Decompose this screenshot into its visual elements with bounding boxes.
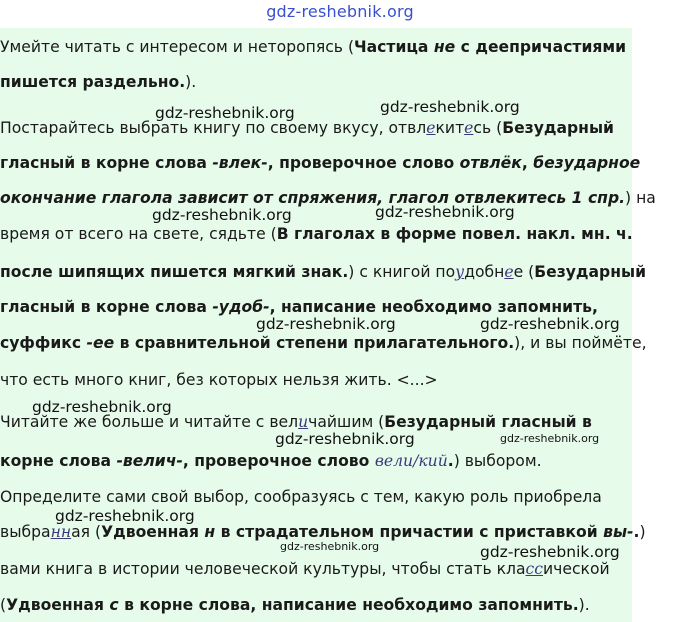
text-segment: Безударный гласный в: [384, 413, 592, 431]
text-segment: суффикс: [0, 334, 87, 352]
text-segment: ) с книгой по: [348, 263, 456, 281]
handwritten-mark: у: [455, 263, 465, 281]
text-line: [0, 370, 438, 390]
text-segment: безударное: [533, 154, 641, 172]
text-segment: В глаголах в форме повел. накл. мн. ч.: [276, 225, 633, 243]
text-segment: Удвоенная: [101, 523, 205, 541]
text-line: [0, 188, 656, 208]
text-segment: (: [0, 596, 7, 614]
watermark: gdz-reshebnik.org: [152, 206, 292, 224]
text-segment: время от всего на свете, сядь: [0, 225, 247, 243]
handwritten-mark: и: [298, 413, 309, 431]
text-segment: Читайте же больше и читайте с вел: [0, 413, 299, 431]
text-segment: , проверочное слово: [267, 154, 460, 172]
watermark: gdz-reshebnik.org: [32, 398, 172, 416]
watermark: gdz-reshebnik.org: [280, 540, 380, 553]
text-segment: Удвоенная: [6, 596, 110, 614]
text-segment: в сравнительной степени прилагательного.: [114, 334, 515, 352]
text-segment: в корне слова, написание необходимо запомнить.: [118, 596, 579, 614]
text-segment: -ее: [86, 334, 115, 352]
text-segment: гласный в корне слова: [0, 298, 213, 316]
text-line: [0, 224, 633, 244]
text-segment: Умейте читать с интересом и неторопясь (: [0, 38, 355, 56]
text-segment: те (: [247, 225, 277, 243]
watermark: gdz-reshebnik.org: [380, 98, 520, 116]
text-segment: пишется раздельно.: [0, 73, 186, 91]
text-segment: Определите сами свой выбор, сообразуясь с тем, какую роль приобрела: [0, 488, 602, 506]
text-segment: после шипящих пишется мягкий знак.: [0, 263, 349, 281]
text-segment: вы-: [603, 523, 634, 541]
watermark: gdz-reshebnik.org: [375, 203, 515, 221]
text-segment: ) на: [625, 189, 656, 207]
text-segment: Постарайтесь выбрать книгу по своему вкусу, отвл: [0, 119, 427, 137]
text-line: [0, 595, 590, 615]
text-line: [0, 451, 542, 471]
text-segment: корне слова: [0, 452, 117, 470]
text-segment: отвлёк: [459, 154, 522, 172]
text-line: [0, 297, 598, 317]
handwritten-mark: сс: [525, 560, 544, 578]
text-segment: вами книга в истории человеческой культуры, чтобы стать кла: [0, 560, 526, 578]
text-segment: окончание глагола зависит от спряжения, глагол отвлекитесь 1 спр.: [0, 189, 626, 207]
text-segment: выбра: [0, 523, 51, 541]
text-segment: ): [639, 523, 646, 541]
watermark: gdz-reshebnik.org: [275, 430, 415, 448]
text-segment: добн: [464, 263, 505, 281]
handwritten-mark: е: [504, 263, 514, 281]
text-segment: сь (: [473, 119, 503, 137]
text-segment: -влек-: [212, 154, 268, 172]
site-header-link[interactable]: gdz-reshebnik.org: [266, 2, 414, 21]
text-line: [0, 559, 610, 579]
text-segment: ), и вы поймёте,: [514, 334, 647, 352]
text-segment: -удоб-: [212, 298, 270, 316]
text-segment: Безударный: [502, 119, 614, 137]
text-line: [0, 37, 626, 57]
text-segment: Безударный: [534, 263, 647, 281]
text-line: [0, 262, 646, 282]
text-line: [0, 487, 602, 507]
text-line: [0, 522, 646, 542]
text-segment: с деепричастиями: [455, 38, 627, 56]
text-line: [0, 118, 614, 138]
handwritten-mark: вели/кий: [374, 452, 448, 470]
handwritten-mark: е: [464, 119, 474, 137]
text-segment: в страдательном причастии с приставкой: [215, 523, 604, 541]
watermark: gdz-reshebnik.org: [256, 315, 396, 333]
handwritten-mark: нн: [50, 523, 72, 541]
handwritten-mark: е: [426, 119, 436, 137]
watermark: gdz-reshebnik.org: [480, 543, 620, 561]
text-segment: ической: [543, 560, 610, 578]
text-segment: ).: [578, 596, 590, 614]
text-segment: с: [109, 596, 119, 614]
text-line: [0, 333, 647, 353]
watermark: gdz-reshebnik.org: [500, 432, 600, 445]
text-segment: ) выбором.: [453, 452, 542, 470]
text-line: [0, 153, 640, 173]
text-segment: е (: [513, 263, 535, 281]
text-segment: , написание необходимо запомнить,: [269, 298, 598, 316]
text-line: [0, 72, 196, 92]
text-segment: не: [433, 38, 456, 56]
text-segment: , проверочное слово: [182, 452, 375, 470]
watermark: gdz-reshebnik.org: [55, 507, 195, 525]
text-segment: кит: [435, 119, 465, 137]
text-segment: н: [204, 523, 216, 541]
watermark: gdz-reshebnik.org: [155, 104, 295, 122]
text-segment: Частица: [354, 38, 434, 56]
site-header: [0, 0, 680, 28]
text-segment: ая (: [71, 523, 102, 541]
text-segment: .: [633, 523, 640, 541]
text-segment: гласный в корне слова: [0, 154, 213, 172]
text-segment: чайшим (: [308, 413, 385, 431]
text-segment: .: [447, 452, 454, 470]
watermark: gdz-reshebnik.org: [480, 315, 620, 333]
text-segment: ,: [521, 154, 534, 172]
text-segment: -велич-: [116, 452, 183, 470]
text-segment: ).: [185, 73, 197, 91]
text-segment: что есть много книг, без которых нельзя жить. <...>: [0, 371, 438, 389]
